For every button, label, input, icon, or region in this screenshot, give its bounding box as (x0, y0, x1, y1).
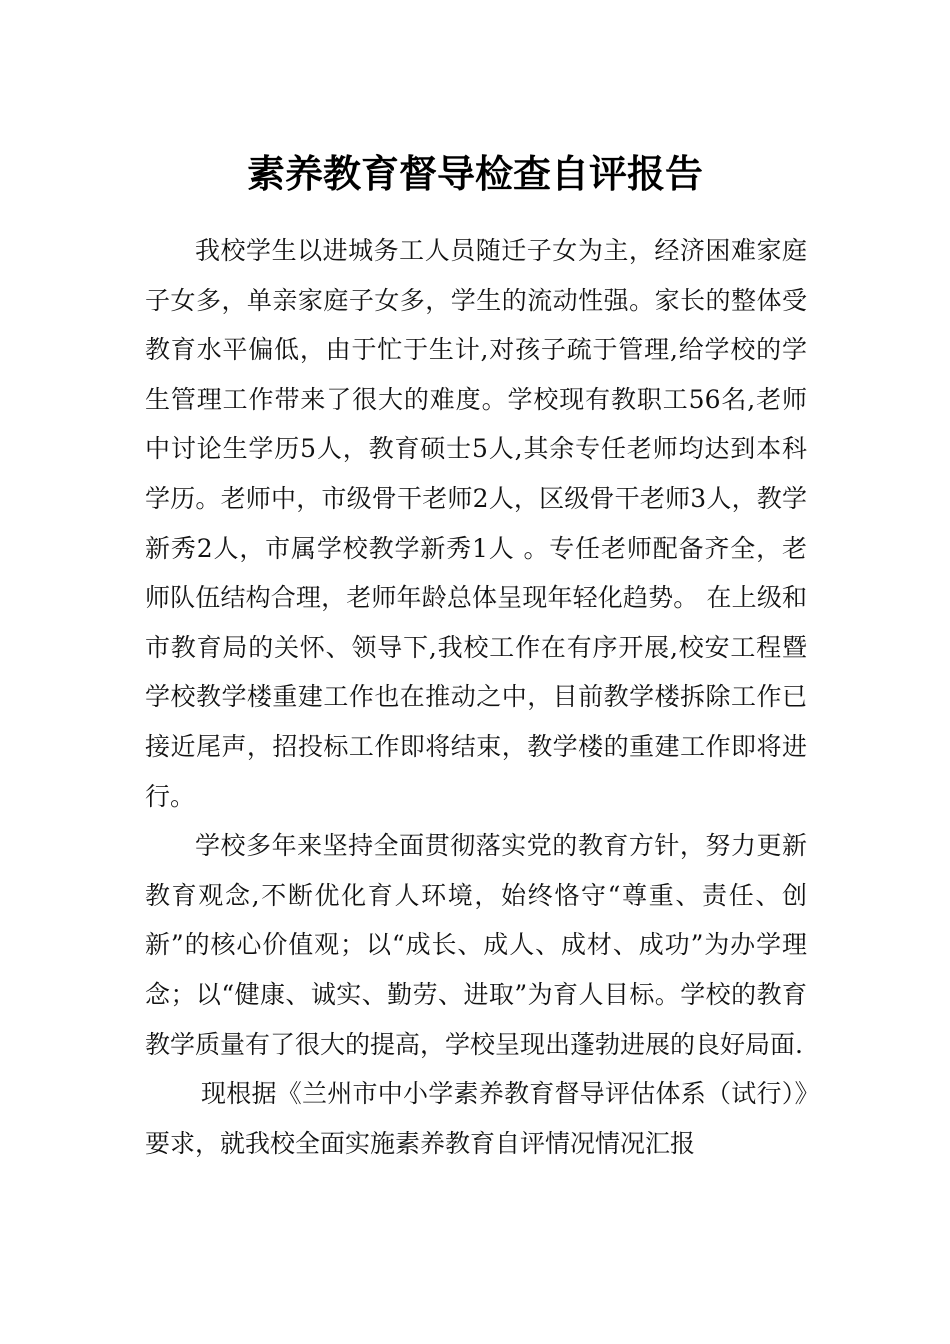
paragraph-education-philosophy: 学校多年来坚持全面贯彻落实党的教育方针，努力更新教育观念,不断优化育人环境，始终恪守“尊重、责任、创新”的核心价值观；以“成长、成人、成材、成功”为办学理念；以“健康、诚实、勤劳、进取”为育人目标。学校的教育教学质量有了很大的提高，学校呈现出蓬勃进展的良好局面. (145, 831, 807, 1059)
paragraph-school-overview: 我校学生以进城务工人员随迁子女为主，经济困难家庭子女多，单亲家庭子女多，学生的流动性强。家长的整体受教育水平偏低，由于忙于生计,对孩子疏于管理,给学校的学生管理工作带来了很大的难度。学校现有教职工56名,老师中讨论生学历5人，教育硕士5人,其余专任老师均达到本科学历。老师中，市级骨干老师2人，区级骨干老师3人，教学新秀2人，市属学校教学新秀1人 。专任老师配备齐全，老师队伍结构合理，老师年龄总体呈现年轻化趋势。 在上级和市教育局的关怀、领导下,我校工作在有序开展,校安工程暨学校教学楼重建工作也在推动之中，目前教学楼拆除工作已接近尾声，招投标工作即将结束，教学楼的重建工作即将进行。 (145, 236, 807, 811)
document-title: 素养教育督导检查自评报告 (246, 152, 703, 196)
paragraph-evaluation-basis: 现根据《兰州市中小学素养教育督导评估体系（试行）》要求，就我校全面实施素养教育自评情况情况汇报 (145, 1079, 807, 1158)
document-body (145, 226, 807, 1168)
